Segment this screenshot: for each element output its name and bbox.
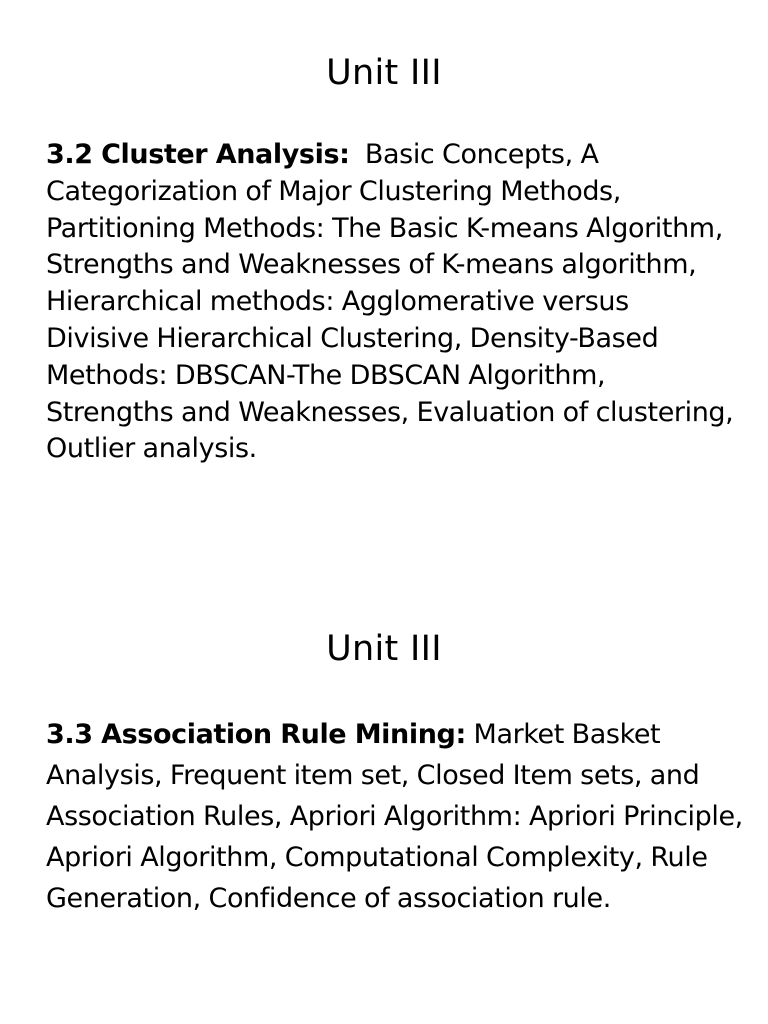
slide-body [46,714,746,919]
slide-association-rule-mining [0,512,768,1024]
slide-title: Unit III [326,629,442,669]
section-heading: 3.3 Association Rule Mining: [46,719,466,750]
section-text: Market Basket Analysis, Frequent item set, Closed Item sets, and Association Rules, Apriori Algorithm: Apriori Principle, Apriori Algorithm, Computational Complexity, Rule Generation, Confidence of association rule. [46,719,743,914]
slide-title: Unit III [326,53,442,93]
section-text: Basic Concepts, A Categorization of Major Clustering Methods, Partitioning Methods: The Basic K-means Algorithm, Strengths and Weaknesses of K-means algorithm, Hierarchical methods: Agglomerative versus Divisive Hierarchical Clustering, Density-Based Methods: DBSCAN-The DBSCAN Algorithm, Strengths and Weaknesses, Evaluation of clustering, Outlier analysis. [46,139,734,465]
section-heading: 3.2 Cluster Analysis: [46,139,350,170]
slide-body [46,137,736,468]
